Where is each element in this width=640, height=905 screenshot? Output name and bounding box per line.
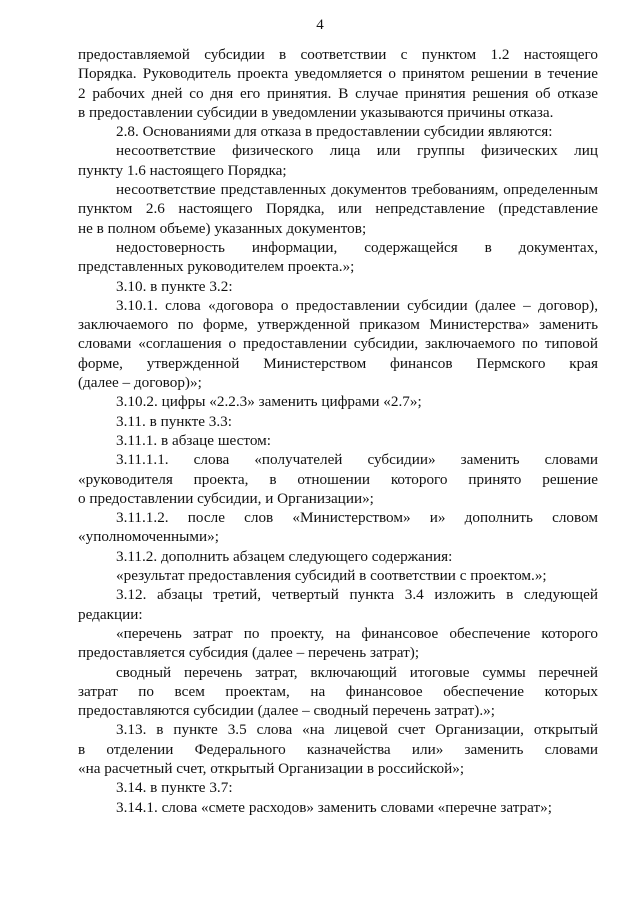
text-line: 2 рабочих дней со дня его принятия. В случае принятия решения об отказе <box>78 84 598 102</box>
text-line: пунктом 2.6 настоящего Порядка, или непредставление (представление <box>78 200 598 218</box>
text-line: предоставляемой субсидии в соответствии с пунктом 1.2 настоящего <box>78 46 598 63</box>
text-line: «результат предоставления субсидий в соответствии с проектом.»; <box>116 567 547 585</box>
text-line: 3.11.1. в абзаце шестом: <box>116 431 271 449</box>
text-line: сводный перечень затрат, включающий итоговые суммы перечней <box>116 663 598 681</box>
text-line: 3.14.1. слова «смете расходов» заменить словами «перечне затрат»; <box>116 798 552 816</box>
text-line: форме, утвержденной Министерством финансов Пермского края <box>78 354 598 372</box>
text-line: 3.10.1. слова «договора о предоставлении субсидии (далее – договор), <box>116 296 598 314</box>
text-line: в предоставлении субсидии в уведомлении указываются причины отказа. <box>78 103 554 121</box>
text-line: 3.10.2. цифры «2.2.3» заменить цифрами «2.7»; <box>116 393 422 411</box>
text-line: «на расчетный счет, открытый Организации в российской»; <box>78 759 465 777</box>
text-line: 3.12. абзацы третий, четвертый пункта 3.4 изложить в следующей <box>116 586 598 604</box>
text-line: 3.10. в пункте 3.2: <box>116 277 233 295</box>
text-line: о предоставлении субсидии, и Организации»; <box>78 489 374 507</box>
text-line: 3.13. в пункте 3.5 слова «на лицевой счет Организации, открытый <box>116 721 598 739</box>
text-line: недостоверность информации, содержащейся в документах, <box>116 238 598 256</box>
text-line: предоставляется субсидия (далее – перечень затрат); <box>78 644 420 662</box>
text-line: несоответствие физического лица или группы физических лиц <box>116 142 598 160</box>
text-line: представленных руководителем проекта.»; <box>78 258 355 276</box>
text-line: затрат по всем проектам, на финансовое обеспечение которых <box>78 682 598 700</box>
page-number: 4 <box>316 17 324 33</box>
text-line: 3.11.2. дополнить абзацем следующего содержания: <box>116 547 453 565</box>
text-line: «перечень затрат по проекту, на финансовое обеспечение которого <box>116 624 598 642</box>
text-line: «руководителя проекта, в отношении которого принято решение <box>78 470 598 488</box>
document-body <box>78 45 598 817</box>
text-line: 3.11.1.1. слова «получателей субсидии» заменить словами <box>116 451 598 469</box>
text-line: не в полном объеме) указанных документов; <box>78 219 367 237</box>
text-line: несоответствие представленных документов требованиям, определенным <box>116 181 598 199</box>
text-line: (далее – договор)»; <box>78 374 202 392</box>
text-line: Порядка. Руководитель проекта уведомляется о принятом решении в течение <box>78 65 598 83</box>
text-line: 3.14. в пункте 3.7: <box>116 779 233 797</box>
text-line: в отделении Федерального казначейства или» заменить словами <box>78 740 598 758</box>
text-line: 3.11. в пункте 3.3: <box>116 412 232 430</box>
text-line: 2.8. Основаниями для отказа в предоставлении субсидии являются: <box>116 123 553 141</box>
text-line: «уполномоченными»; <box>78 528 219 546</box>
text-line: редакции: <box>78 605 143 623</box>
text-line: заключаемого по форме, утвержденной приказом Министерства» заменить <box>78 316 598 334</box>
text-line: словами «соглашения о предоставлении субсидии, заключаемого по типовой <box>78 335 598 353</box>
text-line: 3.11.1.2. после слов «Министерством» и» дополнить словом <box>116 509 598 527</box>
text-line: предоставляются субсидии (далее – сводный перечень затрат).»; <box>78 702 495 720</box>
text-line: пункту 1.6 настоящего Порядка; <box>78 161 287 179</box>
